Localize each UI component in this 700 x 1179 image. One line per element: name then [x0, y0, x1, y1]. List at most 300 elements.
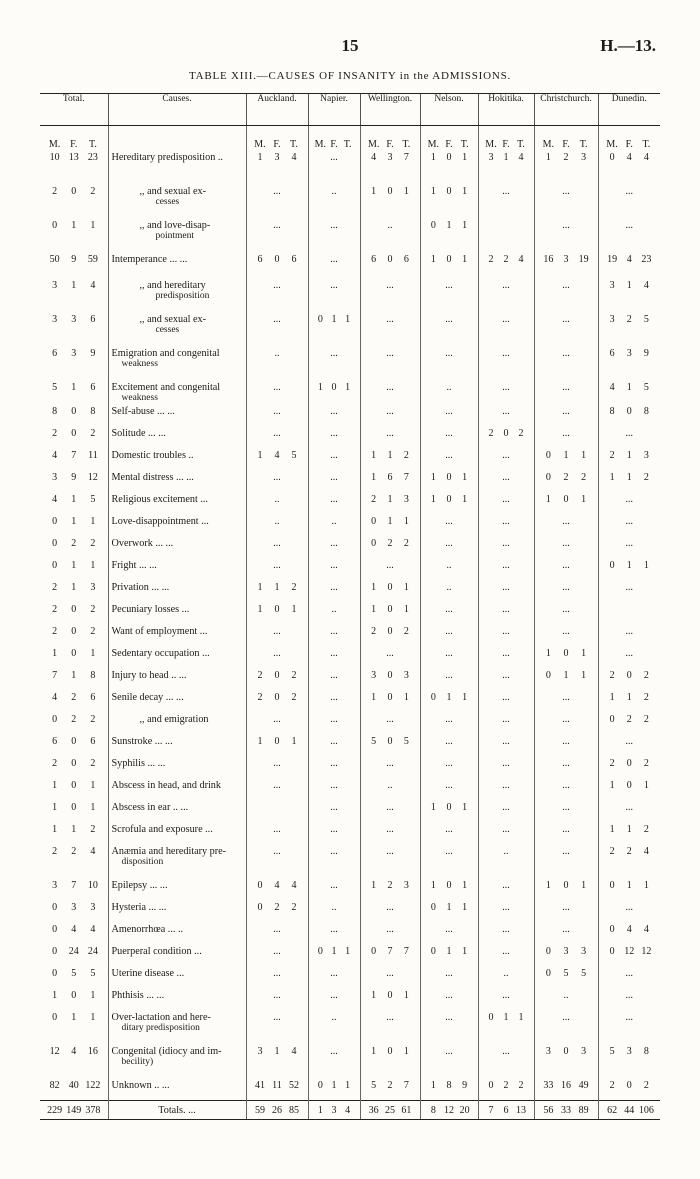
value-cell: 0	[609, 946, 615, 957]
value-cell: M.	[367, 139, 380, 150]
table-row	[40, 844, 660, 878]
value-cell: 1	[387, 516, 393, 527]
value-cell: 0	[446, 254, 452, 265]
value-cell: ..	[331, 186, 337, 197]
value-cell: ..	[387, 220, 393, 231]
value-cell: 2	[563, 472, 569, 483]
value-cell: 4	[90, 280, 96, 291]
value-cell: 0	[609, 880, 615, 891]
value-cell: 1	[609, 692, 615, 703]
cause-label-continued: becility)	[121, 1057, 154, 1067]
cause-label: Domestic troubles ..	[111, 450, 194, 461]
value-cell: ...	[445, 516, 453, 527]
value-cell: 2	[609, 1080, 615, 1091]
value-cell: 7	[71, 880, 77, 891]
value-cell: ...	[330, 924, 338, 935]
value-cell: 3	[52, 472, 58, 483]
value-cell: 3	[581, 946, 587, 957]
value-cell: 1	[626, 560, 632, 571]
value-cell: T.	[579, 139, 588, 150]
value-cell: ...	[502, 516, 510, 527]
value-cell: ...	[445, 714, 453, 725]
value-cell: ...	[330, 626, 338, 637]
value-cell: ...	[445, 924, 453, 935]
value-cell: 1	[331, 946, 337, 957]
value-cell: 3	[403, 880, 409, 891]
cause-label: Love-disappointment ...	[111, 516, 209, 527]
value-cell: 2	[503, 1080, 509, 1091]
value-cell: 7	[387, 946, 393, 957]
value-cell: 33	[543, 1080, 554, 1091]
value-cell: 1	[462, 494, 468, 505]
value-cell: ...	[273, 428, 281, 439]
value-cell: 10	[87, 880, 98, 891]
value-cell: 1	[581, 670, 587, 681]
value-cell: ...	[625, 626, 633, 637]
table-row	[40, 900, 660, 922]
value-cell: ...	[502, 1046, 510, 1057]
value-cell: ...	[625, 428, 633, 439]
value-cell: 6	[291, 254, 297, 265]
value-cell: 1	[371, 582, 377, 593]
value-cell: 2	[626, 314, 632, 325]
value-cell: ...	[330, 538, 338, 549]
value-cell: 1	[430, 254, 436, 265]
value-cell: 1	[274, 582, 280, 593]
value-cell: ...	[273, 626, 281, 637]
value-cell: 11	[272, 1080, 282, 1091]
value-cell: 1	[581, 494, 587, 505]
value-cell: 1	[403, 604, 409, 615]
value-cell: 1	[462, 220, 468, 231]
value-cell: 149	[66, 1104, 82, 1116]
value-cell: 1	[257, 582, 263, 593]
value-cell: 3	[609, 314, 615, 325]
value-cell: ...	[273, 758, 281, 769]
value-cell: 1	[609, 824, 615, 835]
cause-label: ,, and hereditary	[139, 280, 206, 291]
value-cell: 1	[90, 780, 96, 791]
value-cell: 122	[85, 1080, 101, 1091]
value-cell: ...	[273, 314, 281, 325]
value-cell: 6	[387, 472, 393, 483]
value-cell: 0	[563, 648, 569, 659]
value-cell: 11	[88, 450, 98, 461]
column-header-row	[40, 94, 660, 126]
value-cell: 2	[643, 714, 649, 725]
value-cell: 1	[430, 494, 436, 505]
table-row	[40, 944, 660, 966]
value-cell: 1	[545, 880, 551, 891]
value-cell: 1	[609, 472, 615, 483]
value-cell: ...	[445, 670, 453, 681]
value-cell: 41	[254, 1080, 265, 1091]
value-cell: 1	[291, 736, 297, 747]
value-cell: ...	[445, 648, 453, 659]
table-row	[40, 966, 660, 988]
value-cell: ...	[445, 626, 453, 637]
value-cell: ...	[273, 924, 281, 935]
value-cell: ...	[625, 802, 633, 813]
value-cell: 25	[384, 1104, 395, 1116]
value-cell: 6	[371, 254, 377, 265]
value-cell: 4	[71, 924, 77, 935]
table-row	[40, 346, 660, 380]
value-cell: 0	[71, 604, 77, 615]
value-cell: M.	[48, 139, 61, 150]
value-cell: 2	[387, 880, 393, 891]
value-cell: 0	[387, 254, 393, 265]
value-cell: ...	[502, 736, 510, 747]
value-cell: 1	[403, 516, 409, 527]
value-cell: ...	[445, 428, 453, 439]
value-cell: ...	[445, 406, 453, 417]
value-cell: ..	[503, 968, 509, 979]
value-cell: 2	[643, 1080, 649, 1091]
value-cell: 8	[430, 1104, 436, 1116]
cause-label: Congenital (idiocy and im-	[111, 1046, 222, 1057]
table-row	[40, 668, 660, 690]
value-cell: ...	[502, 670, 510, 681]
value-cell: 1	[462, 472, 468, 483]
value-cell: 5	[643, 314, 649, 325]
value-cell: 1	[52, 780, 58, 791]
value-cell: 0	[545, 670, 551, 681]
cause-label: Scrofula and exposure ...	[111, 824, 213, 835]
value-cell: 8	[446, 1080, 452, 1091]
value-cell: 2	[52, 758, 58, 769]
value-cell: 2	[371, 494, 377, 505]
value-cell: ...	[445, 450, 453, 461]
table-row	[40, 580, 660, 602]
value-cell: ...	[273, 846, 281, 857]
value-cell: 0	[545, 472, 551, 483]
value-cell: 49	[578, 1080, 589, 1091]
value-cell: ...	[330, 736, 338, 747]
value-cell: ...	[330, 780, 338, 791]
value-cell: 1	[446, 220, 452, 231]
value-cell: ..	[274, 516, 280, 527]
value-cell: ...	[445, 1046, 453, 1057]
value-cell: 0	[274, 670, 280, 681]
value-cell: 6	[90, 736, 96, 747]
value-cell: 23	[641, 254, 652, 265]
value-cell: 9	[71, 472, 77, 483]
value-cell: 6	[90, 314, 96, 325]
value-cell: 2	[274, 902, 280, 913]
value-cell: 0	[52, 560, 58, 571]
value-cell: 50	[49, 254, 60, 265]
value-cell: 5	[371, 736, 377, 747]
value-cell: 5	[71, 968, 77, 979]
table-row	[40, 536, 660, 558]
value-cell: 2	[52, 582, 58, 593]
value-cell: 1	[90, 1012, 96, 1023]
value-cell: T.	[642, 139, 651, 150]
value-cell: ...	[562, 736, 570, 747]
value-cell: 3	[626, 1046, 632, 1057]
value-cell: ...	[502, 990, 510, 1001]
value-cell: 6	[503, 1104, 509, 1116]
value-cell: 0	[52, 714, 58, 725]
value-cell: 2	[90, 758, 96, 769]
value-cell: 16	[560, 1080, 571, 1091]
value-cell: 4	[345, 1104, 351, 1116]
value-cell: ...	[562, 538, 570, 549]
value-cell: 0	[387, 692, 393, 703]
value-cell: 1	[462, 902, 468, 913]
value-cell: ..	[446, 382, 452, 393]
value-cell: 2	[257, 670, 263, 681]
table-row	[40, 624, 660, 646]
cause-label-continued: disposition	[121, 857, 164, 867]
page-number: 15	[341, 36, 359, 55]
value-cell: 20	[459, 1104, 470, 1116]
value-cell: 0	[545, 450, 551, 461]
value-cell: ...	[330, 254, 338, 265]
value-cell: 2	[71, 714, 77, 725]
value-cell: ...	[330, 692, 338, 703]
value-cell: M.	[606, 139, 618, 150]
value-cell: ...	[273, 538, 281, 549]
value-cell: 0	[488, 1012, 494, 1023]
table-row	[40, 734, 660, 756]
value-cell: 6	[609, 348, 615, 359]
value-cell: 1	[345, 382, 351, 393]
value-cell: 4	[609, 382, 615, 393]
value-cell: ...	[273, 472, 281, 483]
value-cell: 3	[331, 1104, 337, 1116]
table-row	[40, 380, 660, 404]
table-row	[40, 646, 660, 668]
value-cell: ...	[502, 538, 510, 549]
value-cell: 4	[90, 924, 96, 935]
value-cell: 82	[49, 1080, 60, 1091]
value-cell: ...	[562, 902, 570, 913]
value-cell: 2	[643, 758, 649, 769]
value-cell: F.	[445, 139, 453, 150]
column-header: Causes.	[108, 94, 246, 126]
value-cell: ...	[562, 824, 570, 835]
value-cell: ...	[502, 758, 510, 769]
value-cell: 4	[90, 846, 96, 857]
cause-label: Self-abuse ... ...	[111, 406, 175, 417]
value-cell: 0	[626, 670, 632, 681]
value-cell: 9	[71, 254, 77, 265]
value-cell: 1	[90, 560, 96, 571]
value-cell: ...	[562, 560, 570, 571]
value-cell: 1	[52, 802, 58, 813]
value-cell: 5	[52, 382, 58, 393]
value-cell: ...	[330, 990, 338, 1001]
value-cell: 7	[403, 152, 409, 163]
value-cell: ...	[386, 924, 394, 935]
value-cell: ...	[273, 990, 281, 1001]
cause-label: ,, and love-disap-	[139, 220, 211, 231]
value-cell: 2	[291, 582, 297, 593]
value-cell: ...	[625, 538, 633, 549]
value-cell: 61	[401, 1104, 412, 1116]
cause-label: Privation ... ...	[111, 582, 170, 593]
value-cell: 3	[274, 152, 280, 163]
value-cell: 7	[403, 472, 409, 483]
value-cell: 1	[387, 494, 393, 505]
table-row	[40, 252, 660, 278]
cause-label: Syphilis ... ...	[111, 758, 166, 769]
value-cell: ...	[562, 220, 570, 231]
value-cell: 1	[52, 648, 58, 659]
value-cell: 1	[371, 472, 377, 483]
value-cell: ..	[503, 846, 509, 857]
value-cell: 3	[52, 314, 58, 325]
value-cell: 0	[52, 516, 58, 527]
value-cell: 1	[71, 280, 77, 291]
cause-label: Intemperance ... ...	[111, 254, 188, 265]
value-cell: 229	[47, 1104, 63, 1116]
cause-label: Puerperal condition ...	[111, 946, 202, 957]
value-cell: 0	[387, 990, 393, 1001]
value-cell: ...	[562, 428, 570, 439]
value-cell: 2	[291, 670, 297, 681]
value-cell: 6	[52, 736, 58, 747]
cause-label: Fright ... ...	[111, 560, 157, 571]
totals-label: Totals. ...	[108, 1100, 246, 1119]
value-cell: 3	[581, 152, 587, 163]
value-cell: ...	[562, 780, 570, 791]
table-row	[40, 558, 660, 580]
value-cell: ...	[625, 736, 633, 747]
value-cell: 1	[90, 516, 96, 527]
value-cell: ...	[445, 1012, 453, 1023]
value-cell: 5	[581, 968, 587, 979]
value-cell: ...	[502, 406, 510, 417]
value-cell: ...	[445, 758, 453, 769]
value-cell: 1	[345, 946, 351, 957]
value-cell: 6	[90, 692, 96, 703]
value-cell: 3	[52, 280, 58, 291]
value-cell: 2	[52, 186, 58, 197]
value-cell: 5	[90, 494, 96, 505]
value-cell: ...	[625, 582, 633, 593]
value-cell: ...	[273, 714, 281, 725]
value-cell: 3	[257, 1046, 263, 1057]
value-cell: ...	[562, 582, 570, 593]
value-cell: 2	[387, 1080, 393, 1091]
value-cell: 4	[643, 924, 649, 935]
value-cell: 8	[52, 406, 58, 417]
value-cell: 1	[626, 692, 632, 703]
value-cell: 1	[257, 152, 263, 163]
value-cell: 85	[288, 1104, 299, 1116]
value-cell: 12	[49, 1046, 60, 1057]
value-cell: 0	[257, 880, 263, 891]
value-cell: 1	[581, 450, 587, 461]
value-cell: 1	[257, 450, 263, 461]
table-row	[40, 988, 660, 1010]
value-cell: 0	[274, 604, 280, 615]
value-cell: 2	[291, 902, 297, 913]
table-row	[40, 922, 660, 944]
value-cell: 13	[516, 1104, 526, 1116]
column-header: Napier.	[308, 94, 360, 126]
value-cell: 1	[563, 670, 569, 681]
cause-label-continued: cesses	[155, 325, 180, 335]
value-cell: 1	[545, 648, 551, 659]
table-title: TABLE XIII.—CAUSES OF INSANITY in the ADMISSIONS.	[188, 70, 512, 82]
value-cell: T.	[460, 139, 469, 150]
value-cell: ...	[562, 802, 570, 813]
value-cell: M.	[427, 139, 440, 150]
value-cell: ...	[330, 428, 338, 439]
value-cell: 8	[609, 406, 615, 417]
value-cell: 3	[563, 946, 569, 957]
value-cell: 2	[643, 824, 649, 835]
value-cell: M.	[485, 139, 497, 150]
value-cell: ...	[625, 902, 633, 913]
value-cell: 0	[317, 946, 323, 957]
column-header: Total.	[40, 94, 108, 126]
cause-label: Amenorrhœa ... ..	[111, 924, 184, 935]
table-row	[40, 470, 660, 492]
cause-label-continued: weakness	[121, 393, 158, 403]
table-row	[40, 278, 660, 312]
value-cell: 1	[545, 494, 551, 505]
value-cell: 44	[624, 1104, 635, 1116]
value-cell: ...	[330, 714, 338, 725]
table-row	[40, 218, 660, 252]
value-cell: 4	[643, 280, 649, 291]
value-cell: ...	[386, 824, 394, 835]
value-cell: T.	[402, 139, 411, 150]
value-cell: 106	[638, 1104, 654, 1116]
value-cell: 1	[403, 186, 409, 197]
value-cell: ...	[386, 314, 394, 325]
value-cell: 0	[257, 902, 263, 913]
value-cell: 36	[368, 1104, 379, 1116]
value-cell: ...	[562, 692, 570, 703]
value-cell: 1	[257, 736, 263, 747]
value-cell: 0	[488, 1080, 494, 1091]
value-cell: F.	[625, 139, 633, 150]
value-cell: 40	[68, 1080, 79, 1091]
value-cell: 1	[462, 802, 468, 813]
value-cell: 1	[403, 990, 409, 1001]
value-cell: 1	[90, 220, 96, 231]
value-cell: ...	[562, 758, 570, 769]
value-cell: ...	[273, 280, 281, 291]
value-cell: 4	[626, 924, 632, 935]
value-cell: 19	[578, 254, 589, 265]
value-cell: 12	[443, 1104, 454, 1116]
value-cell: 1	[503, 1012, 509, 1023]
value-cell: 2	[503, 254, 509, 265]
value-cell: 0	[446, 880, 452, 891]
value-cell: 3	[545, 1046, 551, 1057]
value-cell: ..	[446, 560, 452, 571]
value-cell: 3	[643, 450, 649, 461]
value-cell: 10	[49, 152, 60, 163]
value-cell: 1	[345, 1080, 351, 1091]
value-cell: 4	[643, 846, 649, 857]
value-cell: 1	[430, 186, 436, 197]
value-cell: 2	[403, 450, 409, 461]
cause-label: Solitude ... ...	[111, 428, 166, 439]
value-cell: 0	[446, 152, 452, 163]
value-cell: 378	[85, 1104, 101, 1116]
value-cell: 1	[462, 254, 468, 265]
value-cell: ...	[330, 348, 338, 359]
value-cell: 2	[291, 692, 297, 703]
